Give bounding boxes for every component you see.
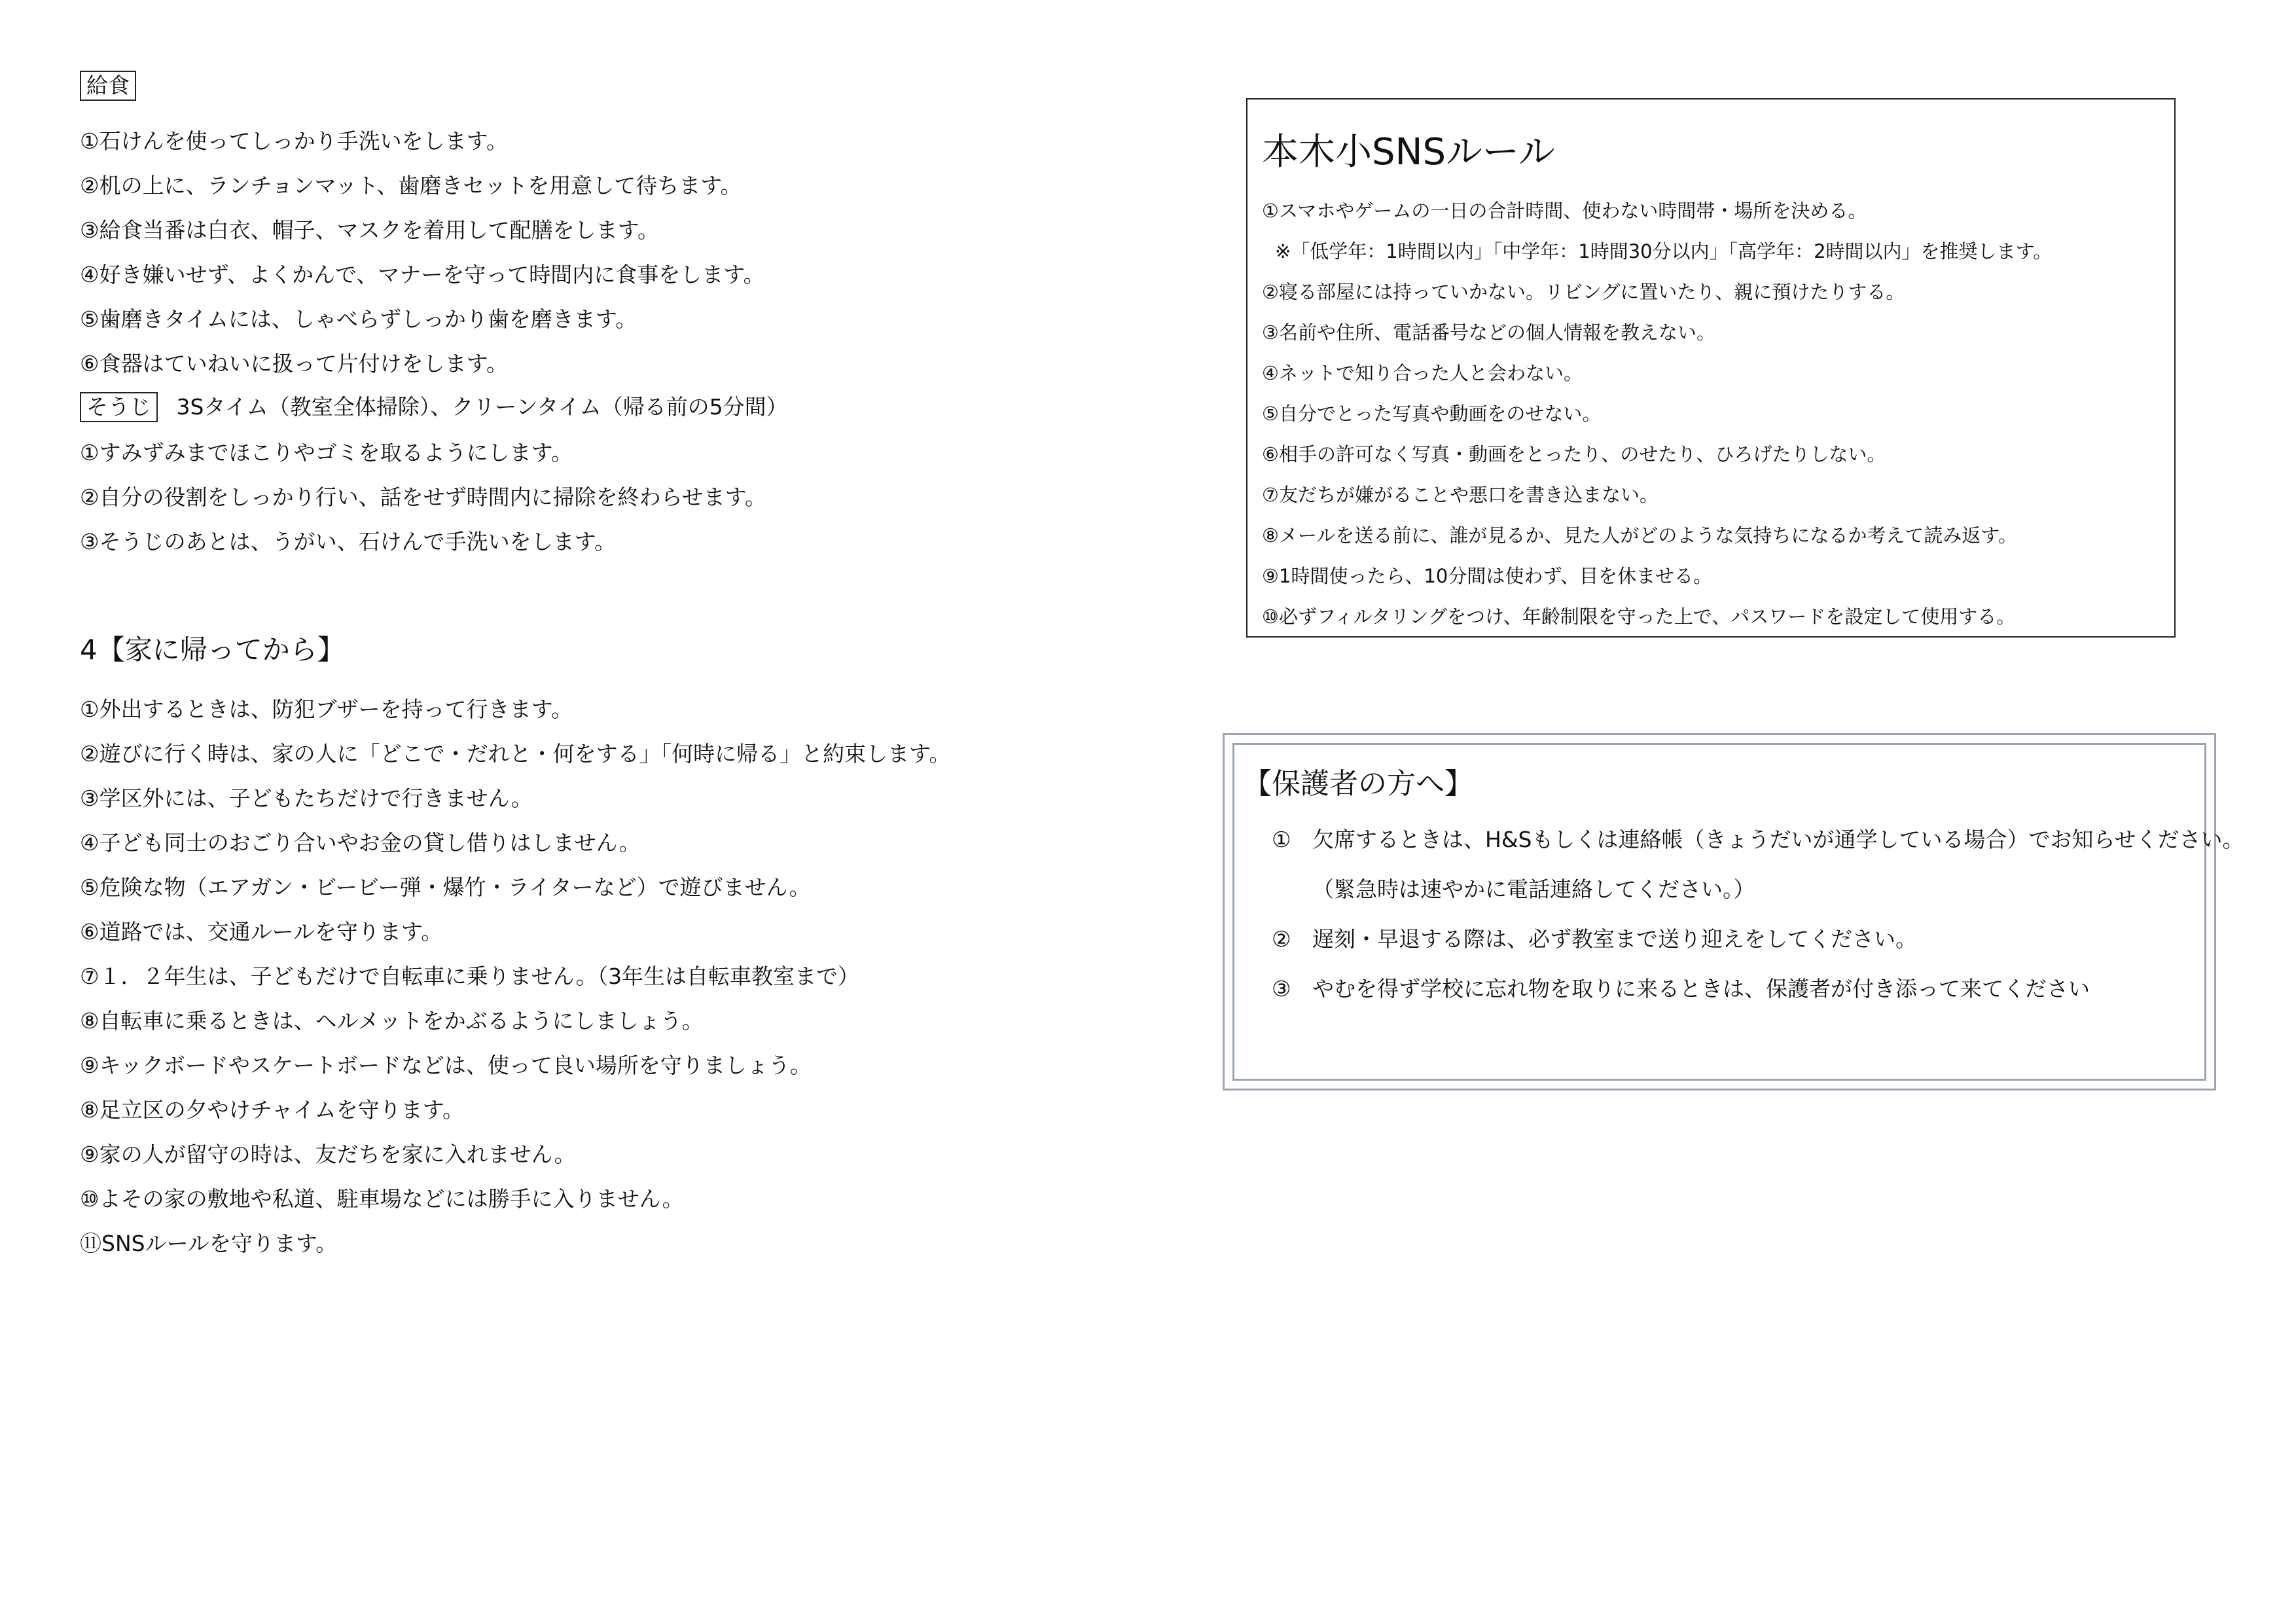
after-school-item: ③学区外には、子どもたちだけで行きません。 bbox=[80, 785, 533, 811]
sns-rule-item: ③名前や住所、電話番号などの個人情報を教えない。 bbox=[1262, 321, 1715, 344]
sns-rule-item: ⑥相手の許可なく写真・動画をとったり、のせたり、ひろげたりしない。 bbox=[1262, 443, 1886, 465]
parents-notice-title: 【保護者の方へ】 bbox=[1243, 767, 1473, 801]
cleaning-heading-label: そうじ bbox=[80, 392, 158, 422]
sns-rule-item: ⑦友だちが嫌がることや悪口を書き込まない。 bbox=[1262, 484, 1659, 506]
after-school-item: ②遊びに行く時は、家の人に「どこで・だれと・何をする」「何時に帰る」と約束します。 bbox=[80, 741, 951, 767]
sns-rule-item: ⑤自分でとった写真や動画をのせない。 bbox=[1262, 403, 1602, 425]
item-text: （緊急時は速やかに電話連絡してください。） bbox=[1312, 876, 1755, 902]
parents-notice-item bbox=[1272, 873, 1755, 903]
after-school-item: ⑨キックボードやスケートボードなどは、使って良い場所を守りましょう。 bbox=[80, 1053, 812, 1078]
after-school-item: ⑧足立区の夕やけチャイムを守ります。 bbox=[80, 1097, 464, 1123]
after-school-item: ①外出するときは、防犯ブザーを持って行きます。 bbox=[80, 696, 573, 722]
sns-rules-title: 本木小SNSルール bbox=[1262, 131, 1555, 173]
after-school-item: ⑤危険な物（エアガン・ビービー弾・爆竹・ライターなど）で遊びません。 bbox=[80, 875, 811, 900]
lunch-item: ⑤歯磨きタイムには、しゃべらずしっかり歯を磨きます。 bbox=[80, 306, 637, 332]
item-number: ① bbox=[1272, 827, 1291, 852]
sns-rules-box bbox=[1246, 98, 2176, 638]
sns-rule-item: ①スマホやゲームの一日の合計時間、使わない時間帯・場所を決める。 bbox=[1262, 200, 1867, 222]
item-number: ② bbox=[1272, 926, 1291, 952]
after-school-item: ⑦１．２年生は、子どもだけで自転車に乗りません。（3年生は自転車教室まで） bbox=[80, 964, 860, 989]
after-school-item: ⑪SNSルールを守ります。 bbox=[80, 1231, 338, 1256]
sns-rule-item: ②寝る部屋には持っていかない。リビングに置いたり、親に預けたりする。 bbox=[1262, 281, 1905, 303]
parents-notice-box bbox=[1223, 733, 2244, 1091]
item-text: やむを得ず学校に忘れ物を取りに来るときは、保護者が付き添って来てください bbox=[1312, 976, 2090, 1001]
parents-notice-item bbox=[1272, 823, 2244, 854]
parents-notice-item bbox=[1272, 972, 2090, 1003]
lunch-item: ②机の上に、ランチョンマット、歯磨きセットを用意して待ちます。 bbox=[80, 173, 742, 198]
item-text: 遅刻・早退する際は、必ず教室まで送り迎えをしてください。 bbox=[1312, 926, 1917, 952]
cleaning-heading-row bbox=[80, 390, 788, 422]
after-school-item: ⑧自転車に乗るときは、ヘルメットをかぶるようにしましょう。 bbox=[80, 1008, 704, 1034]
after-school-item: ⑥道路では、交通ルールを守ります。 bbox=[80, 919, 443, 945]
lunch-heading bbox=[80, 71, 136, 101]
after-school-heading: 4【家に帰ってから】 bbox=[80, 634, 345, 666]
sns-rule-item: ④ネットで知り合った人と会わない。 bbox=[1262, 362, 1583, 384]
sns-rule-item: ⑧メールを送る前に、誰が見るか、見た人がどのような気持ちになるか考えて読み返す。 bbox=[1262, 524, 2018, 547]
sns-rule-item: ⑨1時間使ったら、10分間は使わず、目を休ませる。 bbox=[1262, 565, 1713, 587]
cleaning-item: ①すみずみまでほこりやゴミを取るようにします。 bbox=[80, 440, 573, 465]
cleaning-item: ③そうじのあとは、うがい、石けんで手洗いをします。 bbox=[80, 529, 616, 554]
lunch-item: ①石けんを使ってしっかり手洗いをします。 bbox=[80, 128, 508, 154]
after-school-item: ④子ども同士のおごり合いやお金の貸し借りはしません。 bbox=[80, 830, 641, 856]
lunch-heading-label: 給食 bbox=[80, 71, 136, 101]
item-text: 欠席するときは、H&Sもしくは連絡帳（きょうだいが通学している場合）でお知らせください。 bbox=[1312, 827, 2244, 852]
parents-notice-item bbox=[1272, 922, 1917, 953]
sns-rule-item: ⑩必ずフィルタリングをつけ、年齢制限を守った上で、パスワードを設定して使用する。 bbox=[1262, 605, 2016, 628]
cleaning-subtitle: 3Sタイム（教室全体掃除）、クリーンタイム（帰る前の5分間） bbox=[176, 394, 788, 420]
lunch-item: ③給食当番は白衣、帽子、マスクを着用して配膳をします。 bbox=[80, 217, 659, 243]
item-number: ③ bbox=[1272, 976, 1291, 1001]
after-school-item: ⑨家の人が留守の時は、友だちを家に入れません。 bbox=[80, 1142, 576, 1167]
cleaning-item: ②自分の役割をしっかり行い、話をせず時間内に掃除を終わらせます。 bbox=[80, 484, 766, 510]
after-school-item: ⑩よその家の敷地や私道、駐車場などには勝手に入りません。 bbox=[80, 1186, 684, 1212]
lunch-item: ⑥食器はていねいに扱って片付けをします。 bbox=[80, 351, 508, 376]
sns-rule-note: ※「低学年：1時間以内」「中学年：1時間30分以内」「高学年：2時間以内」を推奨します。 bbox=[1275, 240, 2053, 262]
lunch-item: ④好き嫌いせず、よくかんで、マナーを守って時間内に食事をします。 bbox=[80, 262, 765, 287]
